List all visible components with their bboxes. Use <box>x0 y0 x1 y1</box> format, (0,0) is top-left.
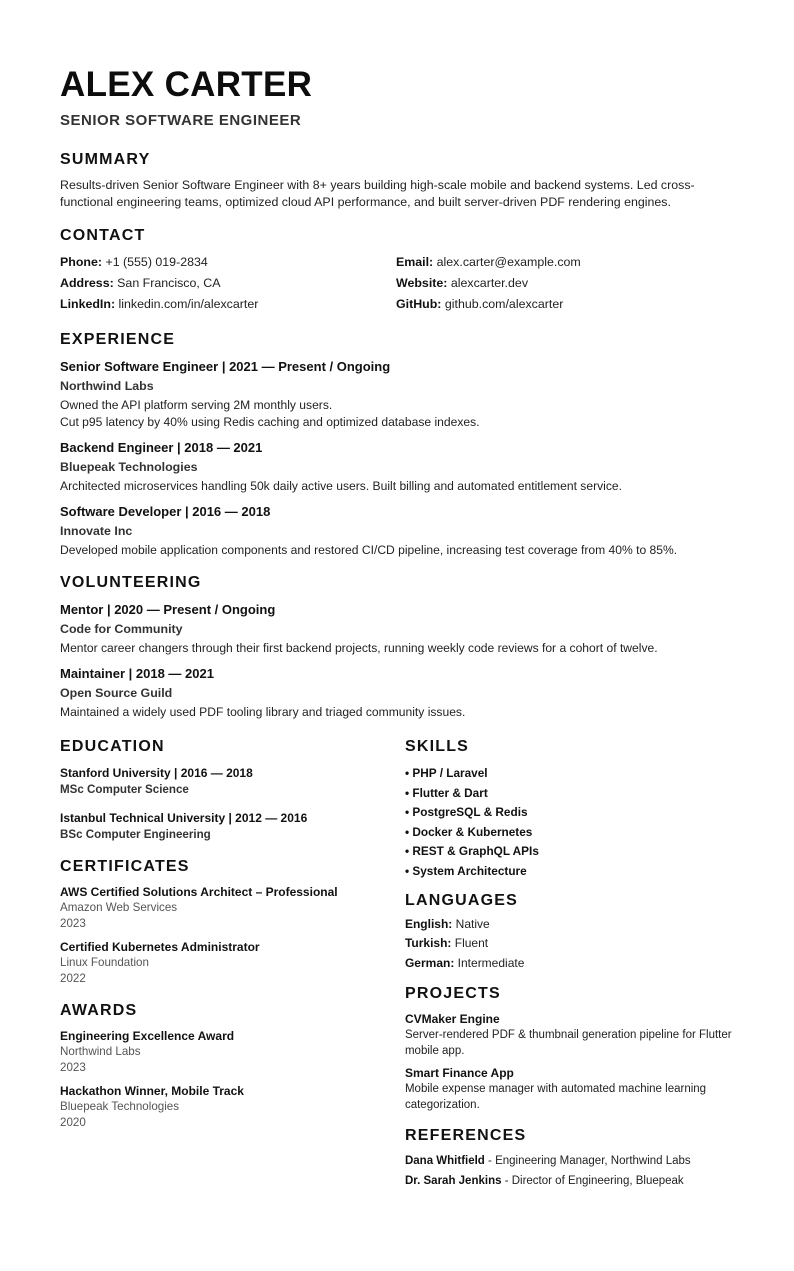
contact-phone <box>60 254 396 271</box>
volunteering-org: Open Source Guild <box>60 686 173 700</box>
summary-heading: SUMMARY <box>60 151 151 168</box>
volunteering-title: Maintainer | 2018 — 2021 <box>60 666 214 681</box>
contact-grid <box>60 254 734 313</box>
project-title: Smart Finance App <box>404 1065 514 1080</box>
project-description: Mobile expense manager with automated machine learning categorization. <box>404 1082 707 1111</box>
award-title: Hackathon Winner, Mobile Track <box>60 1084 244 1098</box>
experience-line: Developed mobile application components and restored CI/CD pipeline, increasing test coverage from 40% to 85%. <box>60 543 678 557</box>
education-title: Stanford University | 2016 — 2018 <box>60 766 253 780</box>
skills-heading: SKILLS <box>404 738 470 755</box>
certificate-title: AWS Certified Solutions Architect – Professional <box>60 885 338 899</box>
awards-heading: AWARDS <box>60 1002 138 1019</box>
certificate-issuer: Amazon Web Services <box>60 901 178 914</box>
award-item <box>60 1083 405 1131</box>
reference-name: Dana Whitfield <box>404 1154 485 1167</box>
experience-org: Northwind Labs <box>60 379 154 393</box>
award-year: 2023 <box>60 1061 86 1074</box>
contact-heading: CONTACT <box>60 227 146 244</box>
award-item <box>60 1028 405 1076</box>
projects-heading: PROJECTS <box>404 984 501 1002</box>
experience-item <box>60 439 734 495</box>
language-item <box>405 955 734 971</box>
certificate-title: Certified Kubernetes Administrator <box>60 940 260 954</box>
education-item <box>60 810 405 843</box>
experience-org: Innovate Inc <box>60 524 133 538</box>
contact-address-value: San Francisco, CA <box>117 276 221 290</box>
skill-item: • Docker & Kubernetes <box>404 824 533 839</box>
experience-title: Backend Engineer | 2018 — 2021 <box>60 440 263 455</box>
contact-github-label: GitHub: <box>396 297 442 311</box>
certificate-item <box>60 884 405 932</box>
experience-title: Software Developer | 2016 — 2018 <box>60 504 271 519</box>
reference-detail: - Engineering Manager, Northwind Labs <box>484 1154 691 1167</box>
volunteering-org: Code for Community <box>60 622 183 636</box>
experience-org: Bluepeak Technologies <box>60 460 198 474</box>
experience-line: Owned the API platform serving 2M monthly users. <box>60 398 333 412</box>
skill-item: • PostgreSQL & Redis <box>404 805 528 819</box>
language-level: Intermediate <box>457 955 525 970</box>
award-title: Engineering Excellence Award <box>60 1029 235 1043</box>
contact-phone-value: +1 (555) 019-2834 <box>105 255 208 269</box>
contact-email-value: alex.carter@example.com <box>436 255 581 269</box>
education-degree: MSc Computer Science <box>60 783 189 796</box>
skill-item: • System Architecture <box>404 863 527 878</box>
volunteering-line: Mentor career changers through their first backend projects, running weekly code reviews for a cohort of twelve. <box>60 641 658 655</box>
contact-linkedin <box>60 296 396 313</box>
reference-detail: - Director of Engineering, Bluepeak <box>501 1174 684 1187</box>
volunteering-line: Maintained a widely used PDF tooling library and triaged community issues. <box>60 705 466 719</box>
certificate-issuer: Linux Foundation <box>60 956 149 969</box>
experience-line: Architected microservices handling 50k daily active users. Built billing and automated entitlement service. <box>60 479 622 493</box>
project-item <box>405 1012 734 1059</box>
contact-linkedin-label: LinkedIn: <box>60 297 116 311</box>
two-column-section <box>60 737 734 1193</box>
skill-item: • PHP / Laravel <box>404 766 488 780</box>
contact-github-value: github.com/alexcarter <box>444 297 564 311</box>
project-title: CVMaker Engine <box>404 1011 500 1026</box>
award-issuer: Northwind Labs <box>60 1045 141 1058</box>
right-column <box>405 737 734 1193</box>
volunteering-heading: VOLUNTEERING <box>60 574 202 591</box>
contact-github <box>396 296 696 313</box>
education-item <box>60 765 405 798</box>
education-heading: EDUCATION <box>60 738 165 755</box>
contact-website-label: Website: <box>396 276 448 290</box>
project-item <box>405 1066 734 1113</box>
left-column <box>60 737 405 1193</box>
volunteering-item <box>60 665 734 721</box>
experience-item <box>60 503 734 559</box>
skills-list <box>405 765 734 879</box>
certificate-year: 2023 <box>60 917 86 930</box>
language-level: Native <box>455 916 490 931</box>
experience-title: Senior Software Engineer | 2021 — Present / Ongoing <box>60 359 391 374</box>
languages-heading: LANGUAGES <box>404 891 518 909</box>
education-degree: BSc Computer Engineering <box>60 828 211 841</box>
contact-email-label: Email: <box>396 255 434 269</box>
contact-linkedin-value: linkedin.com/in/alexcarter <box>118 297 259 311</box>
language-name: English: <box>404 916 453 931</box>
reference-name: Dr. Sarah Jenkins <box>404 1174 502 1187</box>
certificate-item <box>60 939 405 987</box>
reference-item <box>405 1153 734 1169</box>
experience-line: Cut p95 latency by 40% using Redis caching and optimized database indexes. <box>60 415 480 429</box>
education-title: Istanbul Technical University | 2012 — 2016 <box>60 811 308 825</box>
language-level: Fluent <box>454 936 489 950</box>
resume-role: SENIOR SOFTWARE ENGINEER <box>60 112 302 129</box>
skill-item: • REST & GraphQL APIs <box>404 844 539 858</box>
contact-website-value: alexcarter.dev <box>450 276 529 290</box>
certificates-heading: CERTIFICATES <box>60 858 190 875</box>
references-list <box>405 1153 734 1189</box>
award-year: 2020 <box>60 1116 86 1129</box>
experience-heading: EXPERIENCE <box>60 331 176 348</box>
certificate-year: 2022 <box>60 972 86 985</box>
language-item <box>405 935 734 951</box>
language-name: German: <box>404 955 455 970</box>
volunteering-title: Mentor | 2020 — Present / Ongoing <box>60 602 276 617</box>
languages-list <box>405 916 734 971</box>
language-name: Turkish: <box>404 936 452 950</box>
contact-phone-label: Phone: <box>60 255 102 269</box>
project-description: Server-rendered PDF & thumbnail generation pipeline for Flutter mobile app. <box>404 1028 732 1057</box>
contact-address <box>60 275 396 292</box>
references-heading: REFERENCES <box>404 1126 527 1144</box>
contact-address-label: Address: <box>60 276 114 290</box>
experience-item <box>60 358 734 431</box>
contact-website <box>396 275 696 292</box>
skill-item: • Flutter & Dart <box>404 785 488 800</box>
resume-name: ALEX CARTER <box>60 65 313 104</box>
award-issuer: Bluepeak Technologies <box>60 1100 180 1113</box>
language-item <box>405 916 734 932</box>
volunteering-item <box>60 601 734 657</box>
contact-email <box>396 254 696 271</box>
reference-item <box>405 1173 734 1189</box>
summary-text: Results-driven Senior Software Engineer with 8+ years building high-scale mobile and backend systems. Led cross-functional engineering teams, optimized cloud API performance, and built server-driven PDF rendering engines. <box>60 178 695 209</box>
